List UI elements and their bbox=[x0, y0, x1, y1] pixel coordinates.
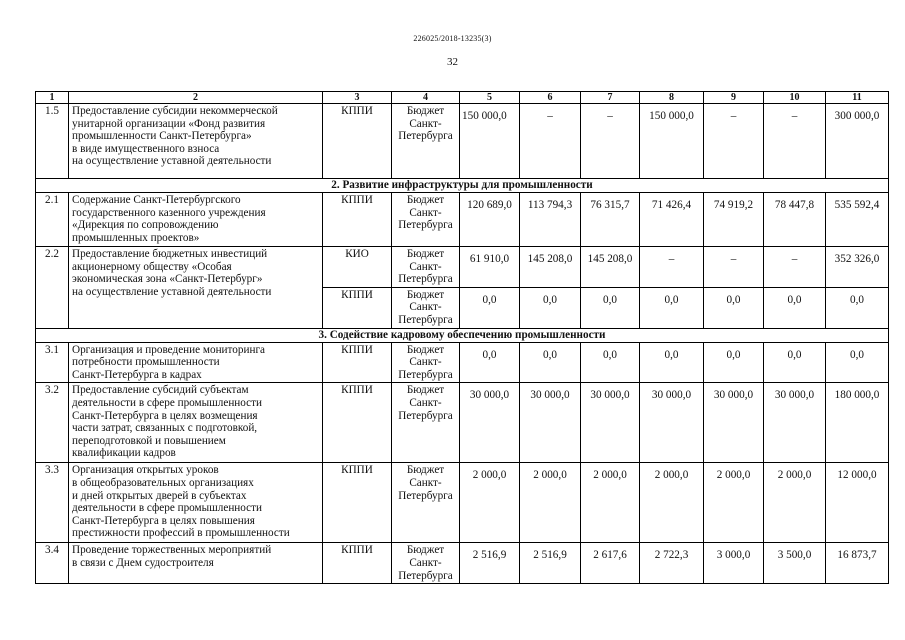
column-header: 5 bbox=[460, 92, 520, 104]
value-cell: 78 447,8 bbox=[764, 193, 826, 247]
value-cell: – bbox=[704, 104, 764, 179]
value-cell: 2 000,0 bbox=[520, 463, 581, 543]
value-cell: 0,0 bbox=[460, 287, 520, 328]
document-registration-number: 226025/2018-13235(3) bbox=[413, 34, 492, 43]
activity-name: Предоставление бюджетных инвестиций акционерному обществу «Особая экономическая зона «Санкт-Петербург» на осуществление уставной деятельности bbox=[69, 247, 323, 329]
value-cell: 0,0 bbox=[826, 287, 889, 328]
value-cell: 535 592,4 bbox=[826, 193, 889, 247]
value-cell: 61 910,0 bbox=[460, 247, 520, 288]
table-header-row bbox=[36, 92, 889, 104]
activity-name: Содержание Санкт-Петербургского государственного казенного учреждения «Дирекция по сопровождению промышленных проектов» bbox=[69, 193, 323, 247]
value-cell: 12 000,0 bbox=[826, 463, 889, 543]
activity-name: Организация и проведение мониторинга потребности промышленности Санкт-Петербурга в кадрах bbox=[69, 342, 323, 383]
column-header: 3 bbox=[323, 92, 392, 104]
table-row bbox=[36, 193, 889, 247]
value-cell: 150 000,0 bbox=[640, 104, 704, 179]
row-number: 2.1 bbox=[36, 193, 69, 247]
column-header: 10 bbox=[764, 92, 826, 104]
activity-name: Проведение торжественных мероприятий в связи с Днем судостроителя bbox=[69, 543, 323, 584]
funding-source: Бюджет Санкт- Петербурга bbox=[392, 383, 460, 463]
value-cell: 120 689,0 bbox=[460, 193, 520, 247]
value-cell: – bbox=[764, 104, 826, 179]
value-cell: 145 208,0 bbox=[581, 247, 640, 288]
funding-source: Бюджет Санкт- Петербурга bbox=[392, 287, 460, 328]
funding-source: Бюджет Санкт- Петербурга bbox=[392, 104, 460, 179]
value-cell: 3 500,0 bbox=[764, 543, 826, 584]
value-cell: 30 000,0 bbox=[704, 383, 764, 463]
column-header: 7 bbox=[581, 92, 640, 104]
row-number: 1.5 bbox=[36, 104, 69, 179]
executor: КППИ bbox=[323, 383, 392, 463]
value-cell: – bbox=[520, 104, 581, 179]
activity-name: Предоставление субсидии некоммерческой унитарной организации «Фонд развития промышленности Санкт-Петербурга» в виде имущественного взноса на осуществление уставной деятельности bbox=[69, 104, 323, 179]
value-cell: – bbox=[704, 247, 764, 288]
executor: КППИ bbox=[323, 193, 392, 247]
funding-source: Бюджет Санкт- Петербурга bbox=[392, 463, 460, 543]
section-row bbox=[36, 328, 889, 342]
column-header: 8 bbox=[640, 92, 704, 104]
value-cell: 2 000,0 bbox=[581, 463, 640, 543]
value-cell: 0,0 bbox=[640, 287, 704, 328]
value-cell: 2 516,9 bbox=[460, 543, 520, 584]
section-title: 2. Развитие инфраструктуры для промышленности bbox=[36, 179, 889, 193]
funding-source: Бюджет Санкт- Петербурга bbox=[392, 247, 460, 288]
value-cell: 145 208,0 bbox=[520, 247, 581, 288]
value-cell: 0,0 bbox=[581, 342, 640, 383]
value-cell: 0,0 bbox=[460, 342, 520, 383]
value-cell: 0,0 bbox=[764, 342, 826, 383]
value-cell: 2 722,3 bbox=[640, 543, 704, 584]
value-cell: 3 000,0 bbox=[704, 543, 764, 584]
value-cell: 180 000,0 bbox=[826, 383, 889, 463]
value-cell: 71 426,4 bbox=[640, 193, 704, 247]
row-number: 3.2 bbox=[36, 383, 69, 463]
value-cell: 2 000,0 bbox=[704, 463, 764, 543]
table-row bbox=[36, 383, 889, 463]
value-cell: 2 000,0 bbox=[640, 463, 704, 543]
value-cell: 2 000,0 bbox=[460, 463, 520, 543]
executor: КППИ bbox=[323, 287, 392, 328]
executor: КППИ bbox=[323, 463, 392, 543]
value-cell: 0,0 bbox=[520, 287, 581, 328]
value-cell: 74 919,2 bbox=[704, 193, 764, 247]
value-cell: 113 794,3 bbox=[520, 193, 581, 247]
value-cell: 2 000,0 bbox=[764, 463, 826, 543]
funding-source: Бюджет Санкт- Петербурга bbox=[392, 342, 460, 383]
row-number: 3.3 bbox=[36, 463, 69, 543]
value-cell: 0,0 bbox=[581, 287, 640, 328]
value-cell: 30 000,0 bbox=[764, 383, 826, 463]
value-cell: 30 000,0 bbox=[520, 383, 581, 463]
value-cell: 0,0 bbox=[826, 342, 889, 383]
activity-name: Организация открытых уроков в общеобразовательных организациях и дней открытых дверей в субъектах деятельности в сфере промышленности Санкт-Петербурга в целях повышения престижности профессий в промышленности bbox=[69, 463, 323, 543]
value-cell: 76 315,7 bbox=[581, 193, 640, 247]
table-row bbox=[36, 104, 889, 179]
table-row bbox=[36, 463, 889, 543]
executor: КППИ bbox=[323, 342, 392, 383]
value-cell: 30 000,0 bbox=[640, 383, 704, 463]
value-cell: 0,0 bbox=[704, 342, 764, 383]
value-cell: 0,0 bbox=[640, 342, 704, 383]
row-number: 3.4 bbox=[36, 543, 69, 584]
column-header: 6 bbox=[520, 92, 581, 104]
column-header: 1 bbox=[36, 92, 69, 104]
value-cell: – bbox=[764, 247, 826, 288]
value-cell: 0,0 bbox=[764, 287, 826, 328]
executor: КППИ bbox=[323, 104, 392, 179]
funding-source: Бюджет Санкт- Петербурга bbox=[392, 193, 460, 247]
page-number: 32 bbox=[447, 56, 458, 68]
value-cell: 300 000,0 bbox=[826, 104, 889, 179]
value-cell: 150 000,0 bbox=[460, 104, 520, 179]
value-cell: 16 873,7 bbox=[826, 543, 889, 584]
value-cell: 2 516,9 bbox=[520, 543, 581, 584]
funding-source: Бюджет Санкт- Петербурга bbox=[392, 543, 460, 584]
row-number: 2.2 bbox=[36, 247, 69, 329]
table-row bbox=[36, 543, 889, 584]
value-cell: – bbox=[640, 247, 704, 288]
activity-name: Предоставление субсидий субъектам деятельности в сфере промышленности Санкт-Петербурга в целях возмещения части затрат, связанных с подготовкой, переподготовкой и повышением квалификации кадров bbox=[69, 383, 323, 463]
value-cell: 30 000,0 bbox=[460, 383, 520, 463]
column-header: 11 bbox=[826, 92, 889, 104]
row-number: 3.1 bbox=[36, 342, 69, 383]
value-cell: – bbox=[581, 104, 640, 179]
column-header: 4 bbox=[392, 92, 460, 104]
table-row bbox=[36, 342, 889, 383]
column-header: 9 bbox=[704, 92, 764, 104]
value-cell: 2 617,6 bbox=[581, 543, 640, 584]
section-title: 3. Содействие кадровому обеспечению промышленности bbox=[36, 328, 889, 342]
table-row bbox=[36, 247, 889, 288]
section-row bbox=[36, 179, 889, 193]
program-funding-table bbox=[35, 91, 889, 584]
value-cell: 0,0 bbox=[704, 287, 764, 328]
column-header: 2 bbox=[69, 92, 323, 104]
executor: КИО bbox=[323, 247, 392, 288]
value-cell: 30 000,0 bbox=[581, 383, 640, 463]
value-cell: 352 326,0 bbox=[826, 247, 889, 288]
executor: КППИ bbox=[323, 543, 392, 584]
value-cell: 0,0 bbox=[520, 342, 581, 383]
